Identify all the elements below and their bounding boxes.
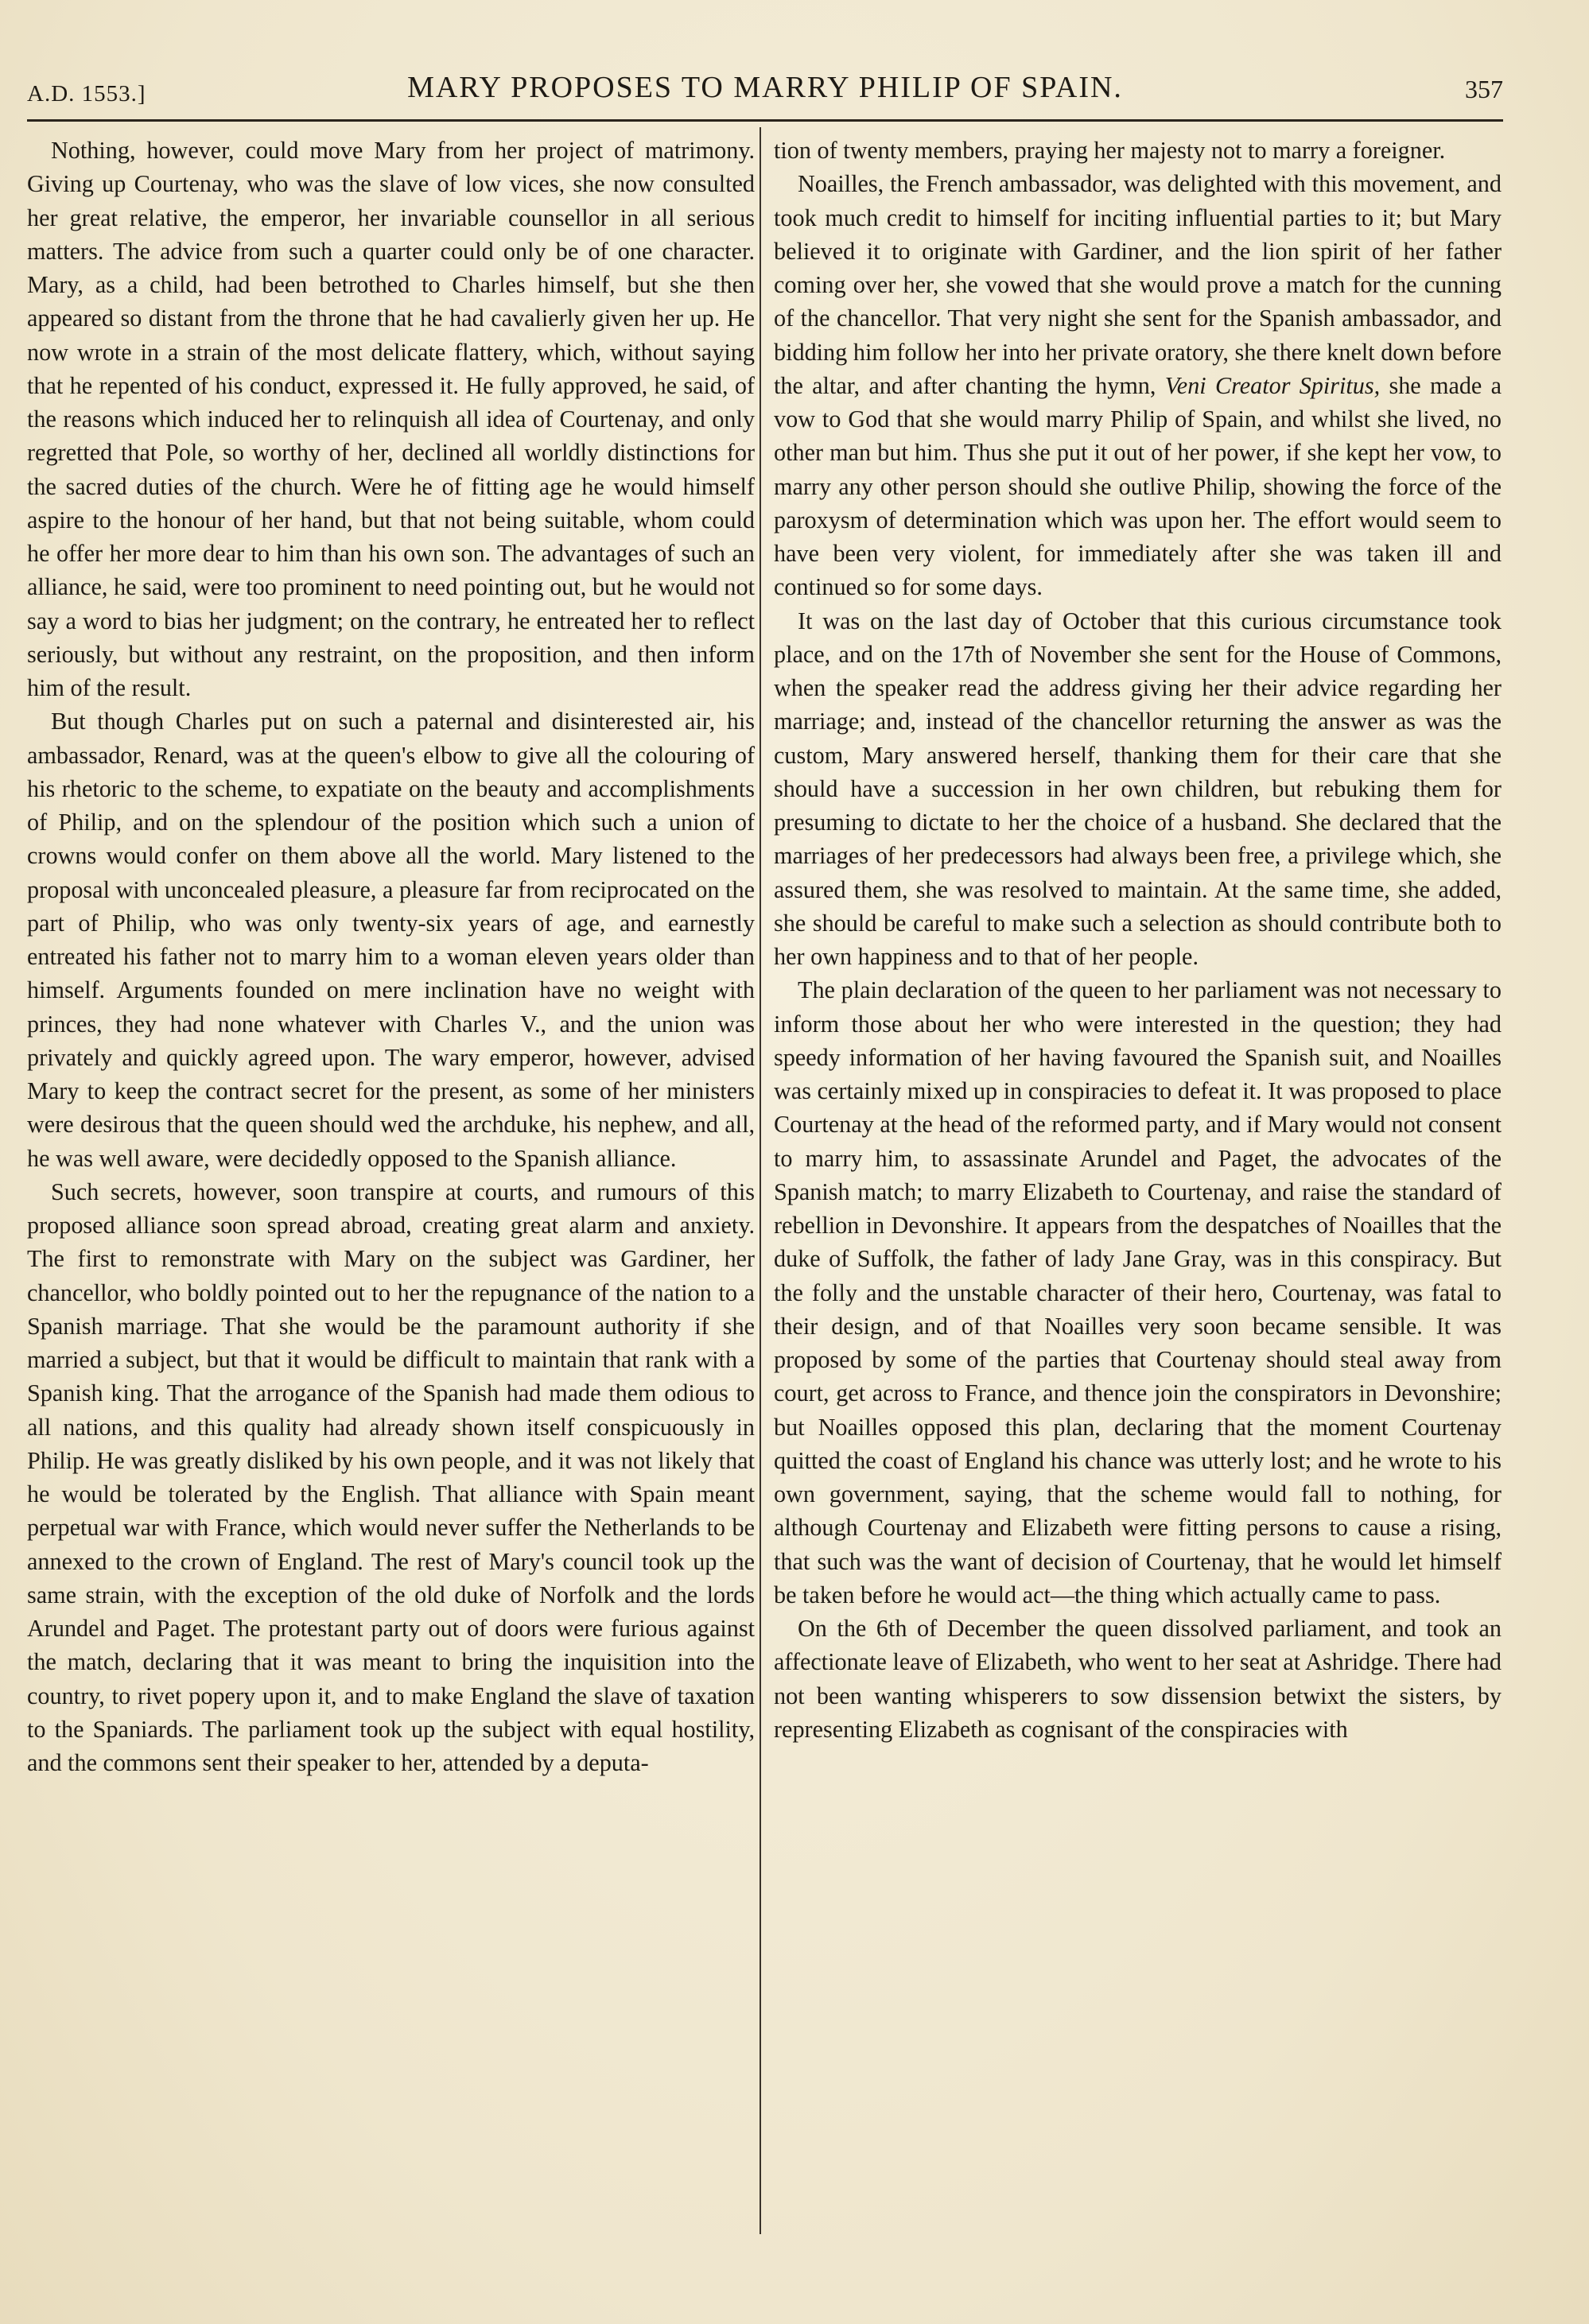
paragraph-text: she made a vow to God that she would marry Philip of Spain, and whilst she lived, no other man but him. Thus she put it out of her power, if she kept her vow, to marry any other person should she outlive Philip, showing the force of the paroxysm of determination which was upon her. The effort would seem to have been very violent, for immediately after she was taken ill and continued so for some days. xyxy=(774,371,1502,601)
header-date: A.D. 1553.] xyxy=(27,81,146,107)
paragraph-text: Noailles, the French ambassador, was delighted with this movement, and took much credit to himself for inciting influential parties to it; but Mary believed it to originate with Gardiner, and the lion spirit of her father coming over her, she vowed that she would prove a match for the cunning of the chancellor. That very night she sent for the Spanish ambassador, and bidding him follow her into her private oratory, she there knelt down before the altar, and after chanting the hymn, xyxy=(774,170,1502,399)
paragraph: The plain declaration of the queen to her parliament was not necessary to inform those about her who were interested in the question; they had speedy information of her having favoured the Spanish suit, and Noailles was certainly mixed up in conspiracies to defeat it. It was proposed to place Courtenay at the head of the reformed party, and if Mary would not consent to marry him, to assassinate Arundel and Paget, the advocates of the Spanish match; to marry Elizabeth to Courtenay, and raise the standard of rebellion in Devonshire. It appears from the despatches of Noailles that the duke of Suffolk, the father of lady Jane Gray, was in this conspiracy. But the folly and the unstable character of their hero, Courtenay, was fatal to their design, and of that Noailles very soon became sensible. It was proposed by some of the parties that Courtenay should steal away from court, get across to France, and thence join the conspirators in Devonshire; but Noailles opposed this plan, declaring that the moment Courtenay quitted the coast of England his chance was utterly lost; and he wrote to his own government, saying, that the scheme would fall to nothing, for although Courtenay and Elizabeth were fitting persons to cause a rising, that such was the want of decision of Courtenay, that he would let himself be taken before he would act—the thing which actually came to pass. xyxy=(774,976,1502,1608)
hymn-title: Veni Creator Spiritus, xyxy=(1164,371,1381,399)
paragraph: It was on the last day of October that this curious circumstance took place, and on the 17th of November she sent for the House of Commons, when the speaker read the address giving her their advice regarding her marriage; and, instead of the chancellor returning the answer as was the custom, Mary answered herself, thanking them for their care that she should have a succession in her own children, but rebuking them for presuming to dictate to her the choice of a husband. She declared that the marriages of her predecessors had always been free, a privilege which, she assured them, she was resolved to maintain. At the same time, she added, she should be careful to make such a selection as should contribute both to her own happiness and to that of her people. xyxy=(774,607,1502,970)
running-header xyxy=(27,70,1503,118)
page-number: 357 xyxy=(1465,75,1503,103)
paragraph: Such secrets, however, soon transpire at courts, and rumours of this proposed alliance soon spread abroad, creating great alarm and anxiety. The first to remonstrate with Mary on the subject was Gardiner, her chancellor, who boldly pointed out to her the repugnance of the nation to a Spanish marriage. That she would be the paramount authority if she married a subject, but that it would be difficult to maintain that rank with a Spanish king. That the arrogance of the Spanish had made them odious to all nations, and this quality had already shown itself conspicuously in Philip. He was greatly disliked by his own people, and it was not likely that he would be tolerated by the English. That alliance with Spain meant perpetual war with France, which would never suffer the Netherlands to be annexed to the crown of England. The rest of Mary's council took up the same strain, with the exception of the old duke of Norfolk and the lords Arundel and Paget. The protestant party out of doors were furious against the match, declaring that it was meant to bring the inquisition into the country, to rivet popery upon it, and to make England the slave of taxation to the Spaniards. The parliament took up the subject with equal hostility, and the commons sent their speaker to her, attended by a deputa- xyxy=(27,1178,755,1776)
paragraph-continuation: tion of twenty members, praying her majesty not to marry a foreigner. xyxy=(774,137,1446,164)
paragraph: But though Charles put on such a paternal and disinterested air, his ambassador, Renard, was at the queen's elbow to give all the colouring of his rhetoric to the scheme, to expatiate on the beauty and accomplishments of Philip, and on the splendour of the position which such a union of crowns would confer on them above all the world. Mary listened to the proposal with unconcealed pleasure, a pleasure far from reciprocated on the part of Philip, who was only twenty-six years of age, and earnestly entreated his father not to marry him to a woman eleven years older than himself. Arguments founded on mere inclination have no weight with princes, they had none whatever with Charles V., and the union was privately and quickly agreed upon. The wary emperor, however, advised Mary to keep the contract secret for the present, as some of her ministers were desirous that the queen should wed the archduke, his nephew, and all, he was well aware, were decidedly opposed to the Spanish alliance. xyxy=(27,708,755,1172)
paragraph: Nothing, however, could move Mary from her project of matrimony. Giving up Courtenay, who was the slave of low vices, she now consulted her great relative, the emperor, her invariable counsellor in all serious matters. The advice from such a quarter could only be of one character. Mary, as a child, had been betrothed to Charles himself, but she then appeared so distant from the throne that he had cavalierly given her up. He now wrote in a strain of the most delicate flattery, which, without saying that he repented of his conduct, expressed it. He fully approved, he said, of the reasons which induced her to relinquish all idea of Courtenay, and only regretted that Pole, so worthy of her, declined all worldly distinctions for the sacred duties of the church. Were he of fitting age he would himself aspire to the honour of her hand, but that not being suitable, whom could he offer her more dear to him than his own son. The advantages of such an alliance, he said, were too prominent to need pointing out, but he would not say a word to bias her judgment; on the contrary, he entreated her to reflect seriously, but without any restraint, on the proposition, and then inform him of the result. xyxy=(27,137,755,701)
right-column xyxy=(774,134,1502,1746)
column-divider xyxy=(760,127,761,2234)
page-title: MARY PROPOSES TO MARRY PHILIP OF SPAIN. xyxy=(407,71,1123,104)
paragraph: On the 6th of December the queen dissolved parliament, and took an affectionate leave of Elizabeth, who went to her seat at Ashridge. There had not been wanting whisperers to sow dissension betwixt the sisters, by representing Elizabeth as cognisant of the conspiracies with xyxy=(774,1615,1502,1743)
paragraph xyxy=(774,167,1502,603)
header-rule xyxy=(27,119,1503,122)
left-column xyxy=(27,134,755,1779)
